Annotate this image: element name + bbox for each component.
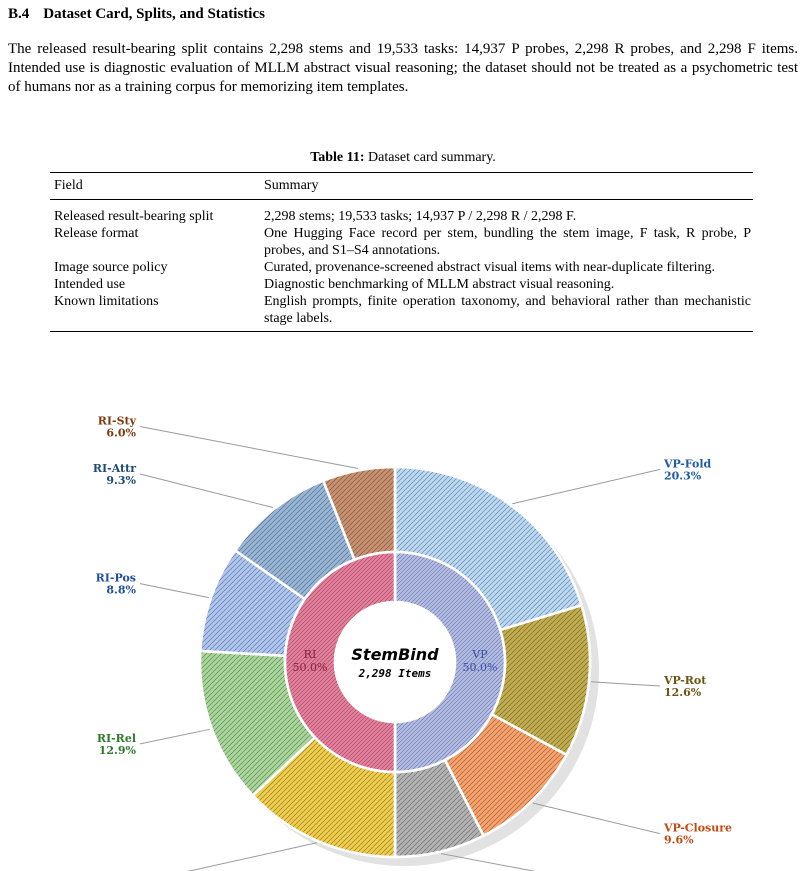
table-row	[50, 276, 753, 293]
inner-label-percent-vp: 50.0%	[462, 661, 498, 674]
chart-center	[335, 602, 455, 722]
inner-label-percent-ri: 50.0%	[292, 661, 328, 674]
table-row	[50, 293, 753, 332]
label-percent-ri-pos: 8.8%	[106, 583, 136, 597]
stembind-sunburst-chart	[0, 410, 806, 871]
table-header-summary: Summary	[260, 173, 753, 200]
leader-line-vp-fold	[512, 469, 660, 503]
leader-line-ri-rel	[140, 729, 210, 744]
section-title: Dataset Card, Splits, and Statistics	[43, 6, 265, 22]
table-row	[50, 225, 753, 259]
leader-line-ri-pos	[140, 584, 209, 598]
table-caption-label: Table 11:	[310, 150, 365, 165]
leader-line-vp-rot	[591, 682, 660, 686]
label-name-ri-sty: RI-Sty	[97, 414, 136, 428]
center-title: StemBind	[351, 645, 439, 664]
section-number: B.4	[8, 6, 30, 22]
table-caption-text: Dataset card summary.	[364, 150, 496, 165]
table-header-field: Field	[50, 173, 260, 200]
label-name-vp-fold: VP-Fold	[664, 457, 712, 471]
leader-line-ri-qty	[140, 843, 317, 871]
table-cell-field: Known limitations	[50, 293, 260, 332]
label-percent-vp-closure: 9.6%	[664, 833, 694, 847]
label-name-vp-closure: VP-Closure	[664, 821, 733, 835]
table-cell-summary: Diagnostic benchmarking of MLLM abstract visual reasoning.	[264, 277, 615, 292]
leader-line-ri-attr	[140, 474, 273, 507]
table-cell-field: Image source policy	[54, 260, 168, 275]
table-cell-summary: One Hugging Face record per stem, bundling the stem image, F task, R probe, P probes, and S1–S4 annotations.	[264, 226, 751, 258]
dataset-card-table	[50, 172, 753, 332]
label-percent-ri-attr: 9.3%	[106, 473, 136, 487]
table-cell-field: Intended use	[54, 277, 126, 292]
table-cell-field: Release format	[54, 226, 139, 241]
label-name-ri-attr: RI-Attr	[92, 461, 136, 475]
table-cell-summary: English prompts, finite operation taxonomy, and behavioral rather than mechanistic stage labels.	[260, 293, 753, 332]
leader-line-ri-sty	[140, 427, 358, 469]
table-row	[50, 259, 753, 276]
label-percent-ri-rel: 12.9%	[98, 743, 136, 757]
inner-label-name-ri: RI	[303, 648, 317, 661]
label-name-vp-rot: VP-Rot	[664, 674, 707, 688]
inner-label-name-vp: VP	[472, 648, 488, 661]
section-paragraph: The released result-bearing split contains 2,298 stems and 19,533 tasks: 14,937 P probes, 2,298 R probes, and 2,298 F items. Intended use is diagnostic evaluation of MLLM abstract visual reasoning; the dataset should not be treated as a psychometric test of humans nor as a training corpus for memorizing item templates.	[8, 41, 798, 95]
table-cell-summary: 2,298 stems; 19,533 tasks; 14,937 P / 2,298 R / 2,298 F.	[264, 209, 577, 224]
label-percent-vp-fold: 20.3%	[664, 469, 702, 483]
leader-line-vp-view	[441, 854, 660, 871]
table-caption	[0, 150, 806, 166]
leader-line-vp-closure	[533, 803, 660, 834]
center-subtitle: 2,298 Items	[358, 667, 432, 680]
section-heading	[8, 6, 265, 23]
label-name-ri-rel: RI-Rel	[96, 731, 136, 745]
table-cell-field: Released result-bearing split	[54, 209, 214, 224]
table-header-row	[50, 173, 753, 200]
label-percent-vp-rot: 12.6%	[664, 686, 702, 700]
table-cell-summary: Curated, provenance-screened abstract visual items with near-duplicate filtering.	[264, 260, 716, 275]
table-row	[50, 200, 753, 226]
label-name-ri-pos: RI-Pos	[95, 571, 136, 585]
label-percent-ri-sty: 6.0%	[106, 426, 136, 440]
